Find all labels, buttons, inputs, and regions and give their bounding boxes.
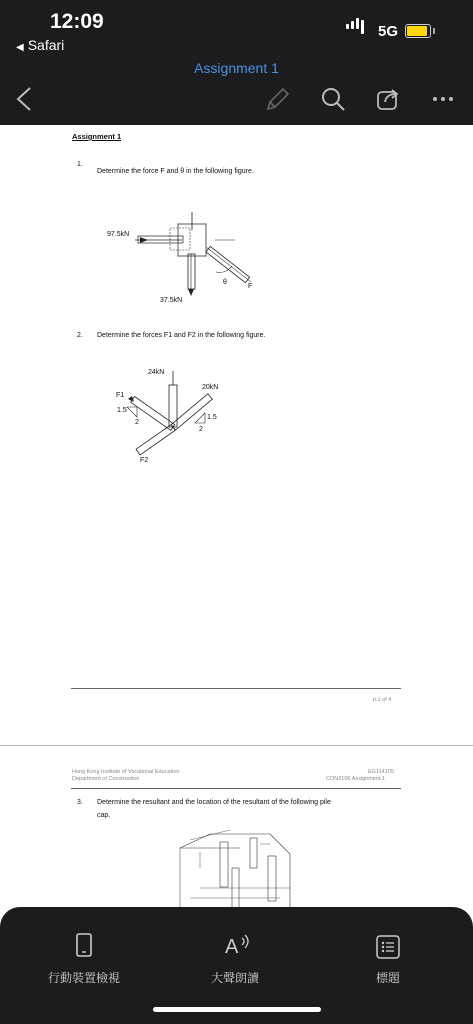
question-1-number: 1. xyxy=(77,161,83,168)
top-bar xyxy=(0,0,473,125)
pencil-icon[interactable] xyxy=(264,87,290,113)
fig2-slope-right-run: 2 xyxy=(199,426,203,433)
fig1-load-bottom: 37.5kN xyxy=(160,297,183,304)
share-icon[interactable] xyxy=(376,86,402,112)
question-1-text: Determine the force F and θ in the following figure. xyxy=(97,168,254,175)
svg-text:A: A xyxy=(225,936,239,958)
status-time: 12:09 xyxy=(50,10,104,33)
pdf-page-1 xyxy=(0,125,473,745)
more-icon[interactable] xyxy=(432,95,454,103)
question-2-number: 2. xyxy=(77,332,83,339)
course-name: CON3106 Assignment 1 xyxy=(326,776,386,782)
back-triangle-icon: ◀ xyxy=(16,42,24,53)
fig2-slope-left-run: 2 xyxy=(135,419,139,426)
mobile-view-label[interactable]: 行動裝置檢視 xyxy=(48,971,121,985)
institution-name: Hong Kong Institute of Vocational Education xyxy=(72,769,180,775)
mobile-view-icon[interactable] xyxy=(75,932,93,958)
back-chevron-icon[interactable] xyxy=(14,86,34,112)
battery-icon xyxy=(405,24,431,38)
network-label: 5G xyxy=(378,23,399,40)
read-aloud-icon[interactable] xyxy=(223,932,253,958)
fig2-slope-right-rise: 1.5 xyxy=(207,414,217,421)
fig2-load-top: 24kN xyxy=(148,369,165,376)
fig1-force-label: F xyxy=(248,283,253,290)
figure-3 xyxy=(170,828,300,908)
headings-list-icon[interactable] xyxy=(376,935,400,959)
fig2-load-right: 20kN xyxy=(202,384,219,391)
fig1-angle-label: θ xyxy=(223,279,227,286)
header-rule xyxy=(71,788,401,789)
fig2-slope-left-rise: 1.5 xyxy=(117,407,127,414)
pdf-page-2 xyxy=(0,746,473,907)
home-indicator[interactable] xyxy=(153,1007,321,1012)
document-title: Assignment 1 xyxy=(194,60,279,76)
page-heading: Assignment 1 xyxy=(72,132,122,141)
figure-1 xyxy=(100,210,280,305)
fig2-f2: F2 xyxy=(140,457,149,464)
figure-2 xyxy=(110,365,240,465)
search-icon[interactable] xyxy=(320,86,346,112)
department-name: Department of Construction xyxy=(72,776,140,782)
question-3-text-cont: cap. xyxy=(97,812,111,819)
back-app-label: Safari xyxy=(27,37,65,53)
question-3-number: 3. xyxy=(77,799,83,806)
question-3-text: Determine the resultant and the location of the resultant of the following pile xyxy=(97,799,331,806)
page-footer-rule xyxy=(71,688,401,689)
headings-label[interactable]: 標題 xyxy=(376,971,401,985)
read-aloud-label[interactable]: 大聲朗讀 xyxy=(211,971,260,985)
fig1-load-left: 97.5kN xyxy=(107,231,130,238)
question-2-text: Determine the forces F1 and F2 in the following figure. xyxy=(97,332,266,339)
fig2-f1: F1 xyxy=(116,392,125,399)
document-code: EG114105 xyxy=(368,769,394,775)
page-number: p.1 of 4 xyxy=(373,697,392,703)
back-to-app-link[interactable] xyxy=(16,37,64,53)
